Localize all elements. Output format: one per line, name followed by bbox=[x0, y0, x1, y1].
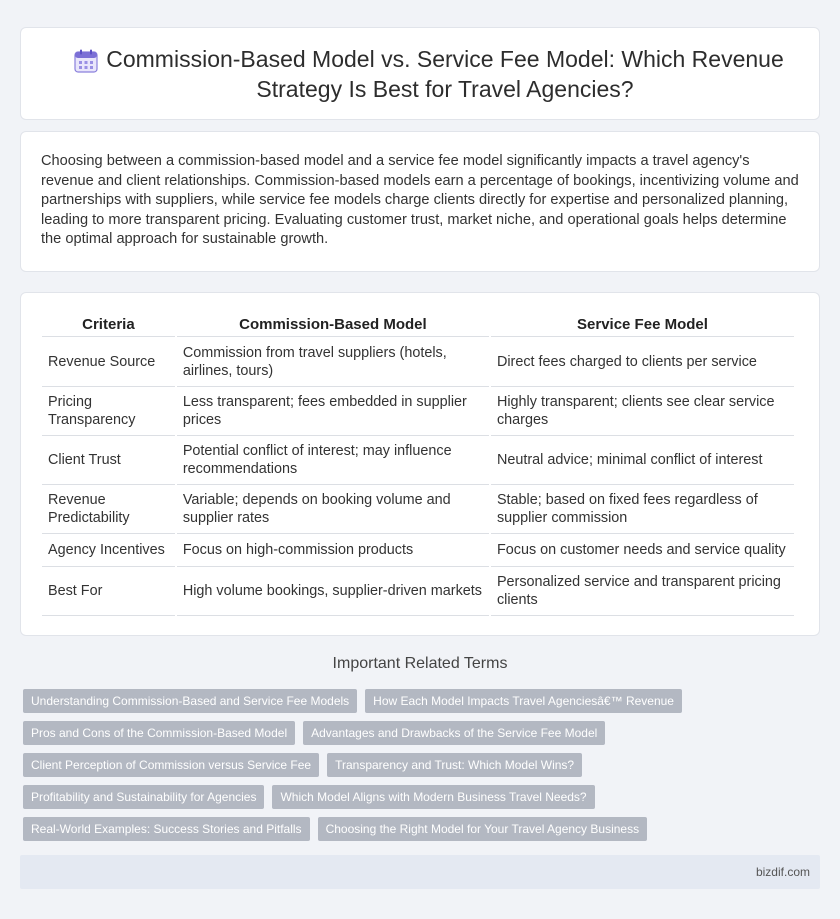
related-term-link[interactable]: Pros and Cons of the Commission-Based Model bbox=[23, 721, 295, 745]
intro-card bbox=[20, 131, 820, 272]
related-term-link[interactable]: Which Model Aligns with Modern Business Travel Needs? bbox=[272, 785, 594, 809]
table-cell: Best For bbox=[42, 567, 175, 616]
table-cell: Stable; based on fixed fees regardless of supplier commission bbox=[491, 485, 794, 534]
tag-row bbox=[23, 689, 803, 721]
column-header: Criteria bbox=[42, 311, 175, 337]
intro-text: Choosing between a commission-based model and a service fee model significantly impacts a travel agency's revenue and client relationships. Commission-based models earn a percentage of bookings, incentivizing volume and partnerships with suppliers, while service fee models charge clients directly for expertise and personalized planning, leading to more transparent pricing. Evaluating customer trust, market niche, and operational goals helps determine the optimal approach for sustainable growth. bbox=[41, 153, 799, 247]
table-row bbox=[42, 337, 794, 387]
table-cell: Potential conflict of interest; may influence recommendations bbox=[177, 436, 489, 485]
table-cell: Client Trust bbox=[42, 436, 175, 485]
related-term-link[interactable]: Advantages and Drawbacks of the Service Fee Model bbox=[303, 721, 605, 745]
footer-brand[interactable]: bizdif.com bbox=[755, 865, 810, 879]
related-term-link[interactable]: Profitability and Sustainability for Agencies bbox=[23, 785, 264, 809]
table-row bbox=[42, 485, 794, 534]
table-cell: Agency Incentives bbox=[42, 534, 175, 567]
related-term-link[interactable]: Client Perception of Commission versus Service Fee bbox=[23, 753, 319, 777]
table-cell: Less transparent; fees embedded in supplier prices bbox=[177, 387, 489, 436]
table-cell: Revenue Predictability bbox=[42, 485, 175, 534]
comparison-table-card bbox=[20, 292, 820, 636]
table-cell: Highly transparent; clients see clear service charges bbox=[491, 387, 794, 436]
related-terms-title: Important Related Terms bbox=[332, 655, 508, 672]
table-cell: Revenue Source bbox=[42, 337, 175, 387]
tag-row bbox=[23, 817, 803, 849]
tag-row bbox=[23, 721, 803, 753]
related-term-link[interactable]: Real-World Examples: Success Stories and Pitfalls bbox=[23, 817, 310, 841]
column-header: Commission-Based Model bbox=[177, 311, 489, 337]
table-cell: Personalized service and transparent pricing clients bbox=[491, 567, 794, 616]
table-cell: Focus on customer needs and service quality bbox=[491, 534, 794, 567]
table-row bbox=[42, 534, 794, 567]
table-cell: Direct fees charged to clients per service bbox=[491, 337, 794, 387]
related-term-link[interactable]: How Each Model Impacts Travel Agenciesâ€™ Revenue bbox=[365, 689, 682, 713]
table-row bbox=[42, 567, 794, 616]
footer bbox=[20, 855, 820, 889]
table-cell: Focus on high-commission products bbox=[177, 534, 489, 567]
page-title: Commission-Based Model vs. Service Fee Model: Which Revenue Strategy Is Best for Travel Agencies? bbox=[106, 46, 784, 102]
table-cell: Pricing Transparency bbox=[42, 387, 175, 436]
table-row bbox=[42, 436, 794, 485]
table-header-row bbox=[42, 311, 794, 337]
comparison-table bbox=[40, 311, 796, 616]
column-header: Service Fee Model bbox=[491, 311, 794, 337]
related-terms-list bbox=[23, 689, 803, 849]
table-cell: Variable; depends on booking volume and supplier rates bbox=[177, 485, 489, 534]
header-card bbox=[20, 27, 820, 120]
table-cell: High volume bookings, supplier-driven markets bbox=[177, 567, 489, 616]
related-term-link[interactable]: Understanding Commission-Based and Service Fee Models bbox=[23, 689, 357, 713]
table-cell: Neutral advice; minimal conflict of interest bbox=[491, 436, 794, 485]
table-cell: Commission from travel suppliers (hotels, airlines, tours) bbox=[177, 337, 489, 387]
table-row bbox=[42, 387, 794, 436]
tag-row bbox=[23, 753, 803, 785]
related-term-link[interactable]: Transparency and Trust: Which Model Wins? bbox=[327, 753, 582, 777]
tag-row bbox=[23, 785, 803, 817]
related-term-link[interactable]: Choosing the Right Model for Your Travel Agency Business bbox=[318, 817, 648, 841]
